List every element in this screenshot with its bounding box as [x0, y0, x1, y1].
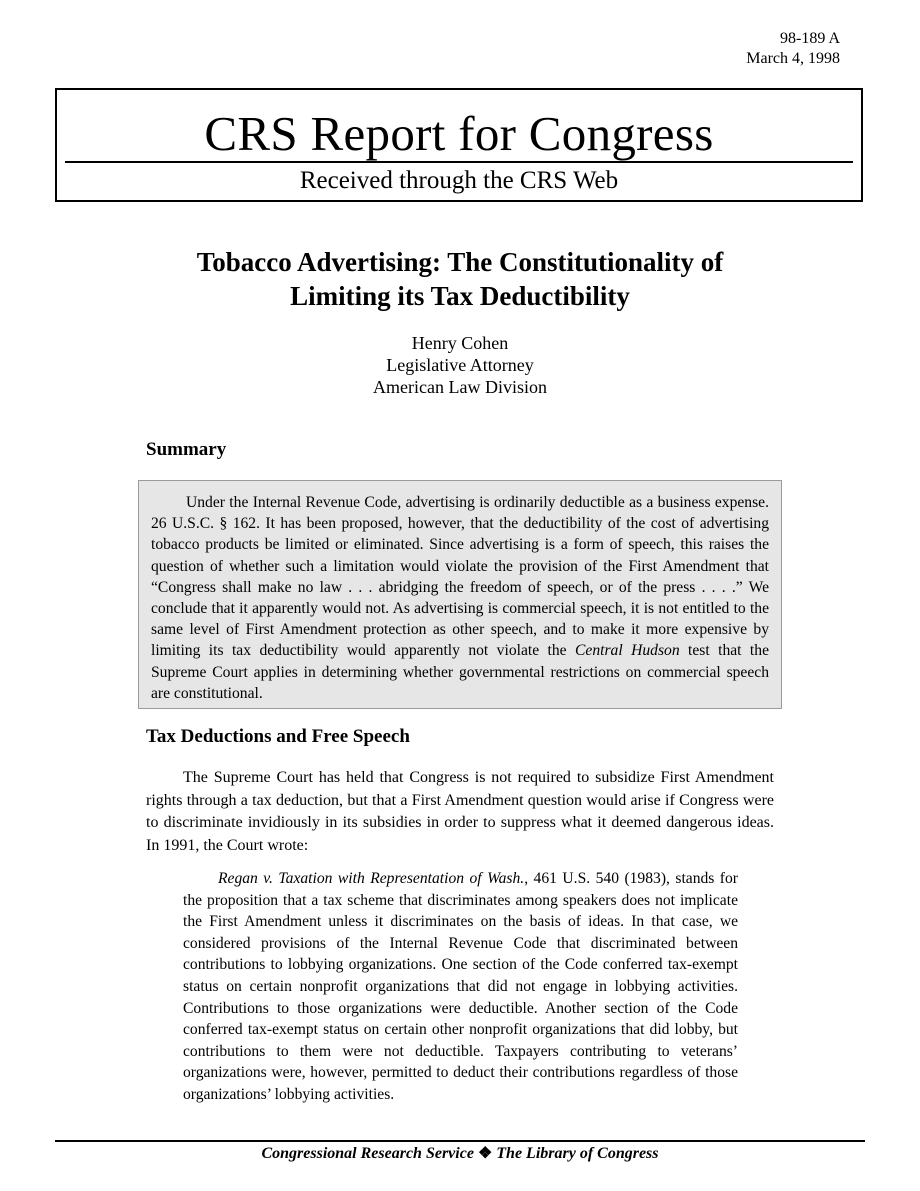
author-block: [146, 332, 774, 398]
summary-case-name: Central Hudson: [575, 642, 680, 660]
section-heading: Tax Deductions and Free Speech: [146, 726, 410, 747]
report-date: March 4, 1998: [746, 50, 840, 67]
author-division: American Law Division: [373, 377, 547, 397]
banner-title: CRS Report for Congress: [204, 106, 714, 161]
footer-divider: [55, 1140, 865, 1142]
report-title: [146, 245, 774, 313]
quote-case-name: Regan v. Taxation with Representation of Wash.: [218, 870, 525, 887]
summary-box: [138, 480, 782, 709]
summary-heading: Summary: [146, 439, 227, 460]
summary-text-part1: Under the Internal Revenue Code, advertising is ordinarily deductible as a business expense. 26 U.S.C. § 162. It has been proposed, however, that the deductibility of the cost of advertising tobacco products be limited or eliminated. Since advertising is a form of speech, this raises the question of whether such a limitation would violate the provision of the First Amendment that “Congress shall make no law . . . abridging the freedom of speech, or of the press . . . .” We conclude that it apparently would not. As advertising is commercial speech, it is not entitled to the same level of First Amendment protection as other speech, and to make it more expensive by limiting its tax deductibility would apparently not violate the: [151, 494, 769, 660]
footer-right: The Library of Congress: [496, 1145, 659, 1162]
banner-subtitle: Received through the CRS Web: [299, 167, 619, 194]
author-name: Henry Cohen: [411, 333, 509, 353]
block-quote: [183, 868, 738, 1106]
footer-separator-icon: ❖: [477, 1145, 493, 1162]
report-title-line1: Tobacco Advertising: The Constitutionality of: [196, 247, 724, 277]
banner-divider: [65, 161, 853, 163]
summary-text: [151, 492, 769, 704]
summary-text-part2: test that the Supreme Court applies in determining whether governmental restrictions on commercial speech are constitutional.: [151, 642, 769, 702]
report-title-line2: Limiting its Tax Deductibility: [290, 281, 630, 311]
crs-banner: [55, 88, 863, 202]
report-number: 98-189 A: [780, 30, 840, 47]
footer-left: Congressional Research Service: [261, 1145, 474, 1162]
footer: [0, 1143, 920, 1165]
author-position: Legislative Attorney: [386, 355, 534, 375]
quote-text: , 461 U.S. 540 (1983), stands for the proposition that a tax scheme that discriminates among speakers does not implicate the First Amendment unless it discriminates on the basis of ideas. In that case, we considered provisions of the Internal Revenue Code that discriminated between contributions to lobbying organizations. One section of the Code conferred tax-exempt status on certain nonprofit organizations that did not engage in lobbying activities. Contributions to those organizations were deductible. Another section of the Code conferred tax-exempt status on certain other nonprofit organizations that did lobby, but contributions to them were not deductible. Taxpayers contributing to veterans’ organizations were, however, permitted to deduct their contributions regardless of those organizations’ lobbying activities.: [183, 870, 738, 1103]
document-id-block: [746, 29, 840, 69]
body-paragraph: The Supreme Court has held that Congress is not required to subsidize First Amendment rights through a tax deduction, but that a First Amendment question would arise if Congress were to discriminate invidiously in its subsidies in order to suppress what it deemed dangerous ideas. In 1991, the Court wrote:: [146, 769, 774, 854]
